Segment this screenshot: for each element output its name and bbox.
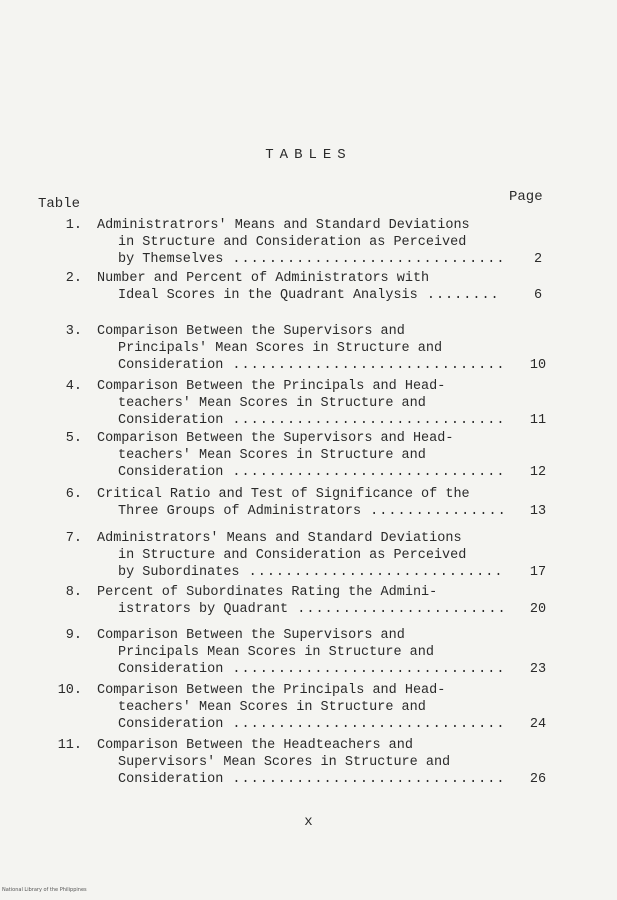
leader-dots: .............................. bbox=[223, 465, 506, 480]
entry-number: 10. bbox=[57, 683, 82, 698]
entry-title-line: teachers' Mean Scores in Structure and bbox=[118, 396, 426, 411]
leader-dots: .............................. bbox=[223, 413, 506, 428]
entry-page-number: 26 bbox=[529, 772, 547, 787]
entry-number: 4. bbox=[65, 379, 82, 394]
entry-title-line: Critical Ratio and Test of Significance of the bbox=[97, 487, 470, 502]
entry-title-line: Comparison Between the Supervisors and bbox=[97, 324, 405, 339]
leader-dots: .............................. bbox=[223, 717, 506, 732]
entry-title-line: Percent of Subordinates Rating the Admini- bbox=[97, 585, 438, 600]
leader-dots: .............................. bbox=[223, 662, 506, 677]
entry-title-line: Consideration .............................. bbox=[118, 358, 506, 373]
table-column-header: Table bbox=[38, 196, 81, 212]
entry-title-line: by Themselves .............................. bbox=[118, 252, 506, 267]
entry-number: 6. bbox=[65, 487, 82, 502]
entry-page-number: 12 bbox=[529, 465, 547, 480]
entry-title-line: Consideration .............................. bbox=[118, 772, 506, 787]
entry-number: 3. bbox=[65, 324, 82, 339]
leader-dots: .............................. bbox=[223, 252, 506, 267]
page-column-header: Page bbox=[509, 189, 543, 205]
entry-title-line: Comparison Between the Headteachers and bbox=[97, 738, 413, 753]
entry-page-number: 24 bbox=[529, 717, 547, 732]
entry-title-line: Consideration .............................. bbox=[118, 717, 506, 732]
entry-title-line: Consideration .............................. bbox=[118, 413, 506, 428]
entry-number: 9. bbox=[65, 628, 82, 643]
entry-number: 5. bbox=[65, 431, 82, 446]
entry-title-line: Number and Percent of Administrators with bbox=[97, 271, 430, 286]
leader-dots: ....................... bbox=[288, 602, 507, 617]
entry-title-line: Comparison Between the Supervisors and Head- bbox=[97, 431, 454, 446]
entry-title-line: teachers' Mean Scores in Structure and bbox=[118, 700, 426, 715]
leader-dots: ............... bbox=[361, 504, 507, 519]
entry-title-line: teachers' Mean Scores in Structure and bbox=[118, 448, 426, 463]
entry-page-number: 2 bbox=[533, 252, 543, 267]
library-watermark: National Library of the Philippines bbox=[2, 887, 87, 893]
entry-page-number: 23 bbox=[529, 662, 547, 677]
page-title: TABLES bbox=[265, 147, 352, 163]
entry-title-line: Comparison Between the Principals and Head- bbox=[97, 683, 446, 698]
leader-dots: .............................. bbox=[223, 772, 506, 787]
entry-title-line: by Subordinates ............................ bbox=[118, 565, 504, 580]
page-number: x bbox=[304, 814, 313, 830]
leader-dots: ........ bbox=[417, 288, 500, 303]
entry-title-line: Supervisors' Mean Scores in Structure and bbox=[118, 755, 451, 770]
entry-page-number: 20 bbox=[529, 602, 547, 617]
entry-title-line: Consideration .............................. bbox=[118, 465, 506, 480]
entry-title-line: Administratrors' Means and Standard Deviations bbox=[97, 218, 470, 233]
entry-page-number: 13 bbox=[529, 504, 547, 519]
entry-number: 2. bbox=[65, 271, 82, 286]
entry-number: 11. bbox=[57, 738, 82, 753]
entry-title-line: Principals Mean Scores in Structure and bbox=[118, 645, 434, 660]
entry-page-number: 11 bbox=[529, 413, 547, 428]
entry-page-number: 17 bbox=[529, 565, 547, 580]
entry-title-line: Consideration .............................. bbox=[118, 662, 506, 677]
entry-title-line: Comparison Between the Supervisors and bbox=[97, 628, 405, 643]
entry-title-line: Principals' Mean Scores in Structure and bbox=[118, 341, 443, 356]
entry-page-number: 6 bbox=[533, 288, 543, 303]
entry-number: 8. bbox=[65, 585, 82, 600]
entry-number: 1. bbox=[65, 218, 82, 233]
entry-page-number: 10 bbox=[529, 358, 547, 373]
entry-number: 7. bbox=[65, 531, 82, 546]
entry-title-line: Comparison Between the Principals and Head- bbox=[97, 379, 446, 394]
entry-title-line: in Structure and Consideration as Perceived bbox=[118, 235, 467, 250]
entry-title-line: Ideal Scores in the Quadrant Analysis ........ bbox=[118, 288, 500, 303]
leader-dots: .............................. bbox=[223, 358, 506, 373]
entry-title-line: in Structure and Consideration as Perceived bbox=[118, 548, 467, 563]
entry-title-line: Administrators' Means and Standard Deviations bbox=[97, 531, 462, 546]
leader-dots: ............................ bbox=[239, 565, 504, 580]
entry-title-line: Three Groups of Administrators ............... bbox=[118, 504, 507, 519]
entry-title-line: istrators by Quadrant ....................... bbox=[118, 602, 507, 617]
